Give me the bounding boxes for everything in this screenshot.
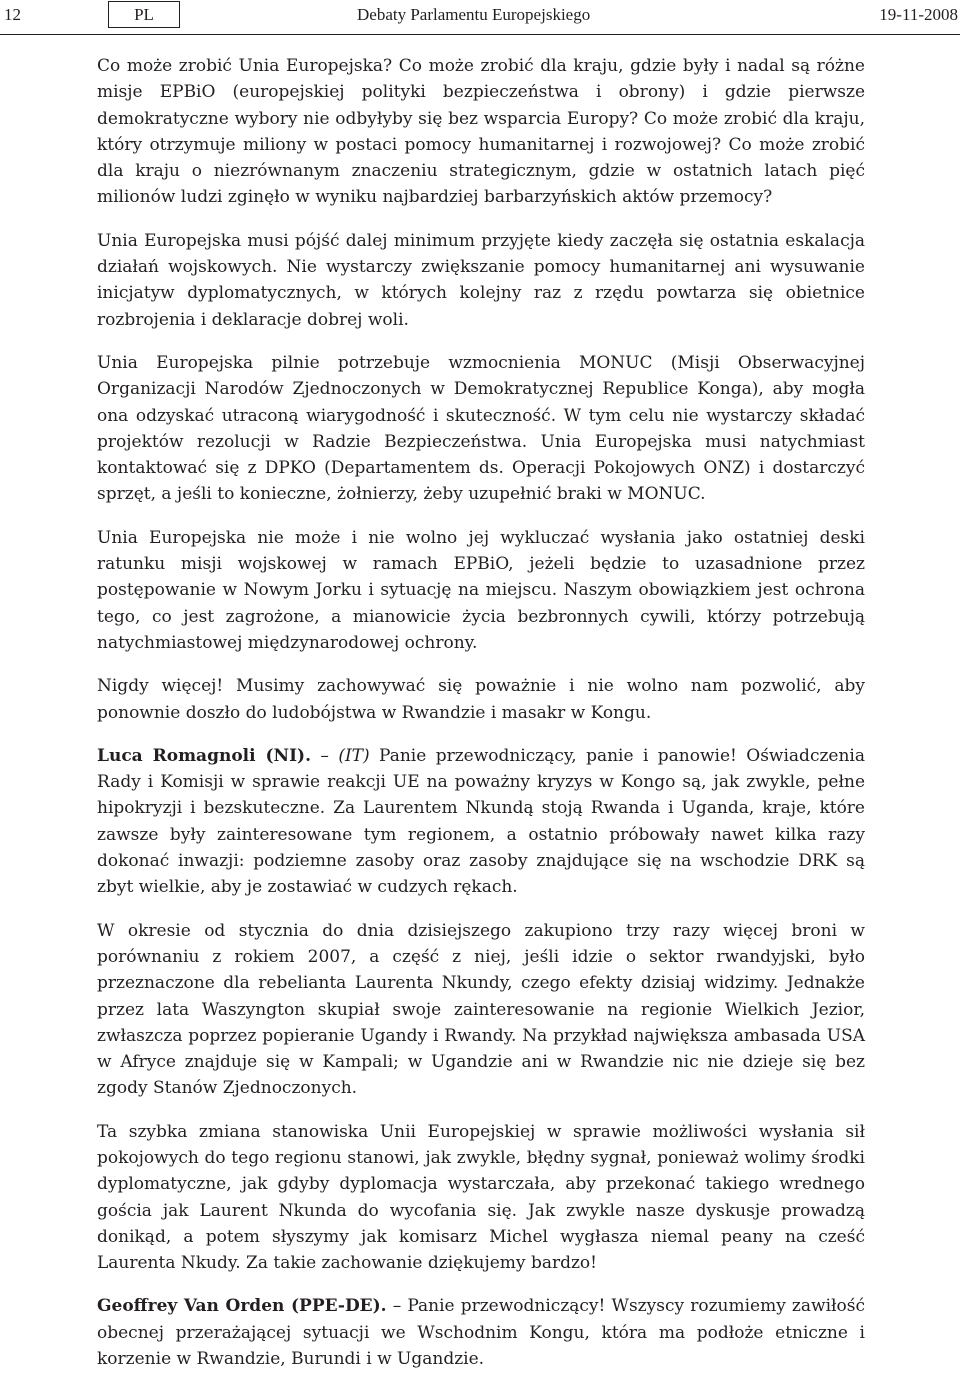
paragraph: Ta szybka zmiana stanowiska Unii Europejskiej w sprawie możliwości wysłania sił pokojowych do tego regionu stanowi, jak zwykle, błędny sygnał, ponieważ wolimy środki dyplomatyczne, jak gdyby dyplomacja wystarczała, aby przekonać takiego wrednego gościa jak Laurent Nkunda do wycofania się. Jak zwykle nasze dyskusje prowadzą donikąd, a potem słyszymy jak komisarz Michel wygłasza niemal peany na cześć Laurenta Nkudy. Za takie zachowanie dziękujemy bardzo! <box>97 1121 865 1274</box>
paragraph: Unia Europejska nie może i nie wolno jej wykluczać wysłania jako ostatniej deski ratunku misji wojskowej w ramach EPBiO, jeżeli będzie to uzasadnione przez postępowanie w Nowym Jorku i sytuację na miejscu. Naszym obowiązkiem jest ochrona tego, co jest zagrożone, a mianowicie życia bezbronnych cywili, którzy potrzebują natychmiastowej międzynarodowej ochrony. <box>97 527 865 653</box>
paragraph: Co może zrobić Unia Europejska? Co może zrobić dla kraju, gdzie były i nadal są różne misje EPBiO (europejskiej polityki bezpieczeństwa i obrony) i gdzie pierwsze demokratyczne wybory nie odbyłyby się bez wsparcia Europy? Co może zrobić dla kraju, który otrzymuje miliony w postaci pomocy humanitarnej i rozwojowej? Co może zrobić dla kraju o niezrównanym znaczeniu strategicznym, gdzie w ostatnich latach pięć milionów ludzi zginęło w wyniku najbardziej barbarzyńskich aktów przemocy? <box>97 56 865 208</box>
speech-dash: – <box>386 1296 408 1317</box>
document-title: Debaty Parlamentu Europejskiego <box>357 5 591 24</box>
speaker-name: Geoffrey Van Orden (PPE-DE). <box>97 1296 387 1317</box>
document-date: 19-11-2008 <box>879 5 958 24</box>
speech-paragraph <box>97 1293 865 1372</box>
speech-text: Panie przewodniczący, panie i panowie! Oświadczenia Rady i Komisji w sprawie reakcji UE na poważny kryzys w Kongo są, jak zwykle, pełne hipokryzji i bezskuteczne. Za Laurentem Nkundą stoją Rwanda i Uganda, kraje, które zawsze były zainteresowane tym regionem, a ostatnio próbowały nawet kilka razy dokonać inwazji: podziemne zasoby oraz zasoby znajdujące się na wschodzie DRK są zbyt wielkie, aby je zostawiać w cudzych rękach. <box>97 745 866 898</box>
paragraph: Unia Europejska pilnie potrzebuje wzmocnienia MONUC (Misji Obserwacyjnej Organizacji Narodów Zjednoczonych w Demokratycznej Republice Konga), aby mogła ona odzyskać utraconą wiarygodność i skuteczność. W tym celu nie wystarczy składać projektów rezolucji w Radzie Bezpieczeństwa. Unia Europejska musi natychmiast kontaktować się z DPKO (Departamentem ds. Operacji Pokojowych ONZ) i dostarczyć sprzęt, a jeśli to konieczne, żołnierzy, żeby uzupełnić braki w MONUC. <box>97 352 865 505</box>
page-header <box>0 0 960 35</box>
speaker-name: Luca Romagnoli (NI). <box>97 745 311 766</box>
speech-text: Panie przewodniczący! Wszyscy rozumiemy zawiłość obecnej przerażającej sytuacji we Wschodnim Kongu, która ma podłoże etniczne i korzenie w Rwandzie, Burundi i w Ugandzie. <box>97 1296 865 1370</box>
speech-dash: – <box>311 745 339 766</box>
page-number: 12 <box>4 5 21 24</box>
paragraph: W okresie od stycznia do dnia dzisiejszego zakupiono trzy razy więcej broni w porównaniu z rokiem 2007, a część z niej, jeśli idzie o sektor rwandyjski, było przeznaczone dla rebelianta Laurenta Nkundy, czego efekty dzisiaj widzimy. Jednakże przez lata Waszyngton skupiał swoje zainteresowanie na regionie Wielkich Jezior, zwłaszcza poprzez popieranie Ugandy i Rwandy. Na przykład największa ambasada USA w Afryce znajduje się w Kampali; w Ugandzie ani w Rwandzie nic nie dzieje się bez zgody Stanów Zjednoczonych. <box>97 920 865 1099</box>
paragraph: Nigdy więcej! Musimy zachowywać się poważnie i nie wolno nam pozwolić, aby ponownie doszło do ludobójstwa w Rwandzie i masakr w Kongu. <box>97 676 865 723</box>
language-label: PL <box>108 1 180 28</box>
document-body <box>97 53 865 1389</box>
paragraph: Unia Europejska musi pójść dalej minimum przyjęte kiedy zaczęła się ostatnia eskalacja działań wojskowych. Nie wystarczy zwiększanie pomocy humanitarnej ani wysuwanie inicjatyw dyplomatycznych, w których kolejny raz z rzędu powtarza się obietnice rozbrojenia i deklaracje dobrej woli. <box>97 230 865 330</box>
speech-paragraph <box>97 743 865 901</box>
language-tag: (IT) <box>338 745 370 766</box>
